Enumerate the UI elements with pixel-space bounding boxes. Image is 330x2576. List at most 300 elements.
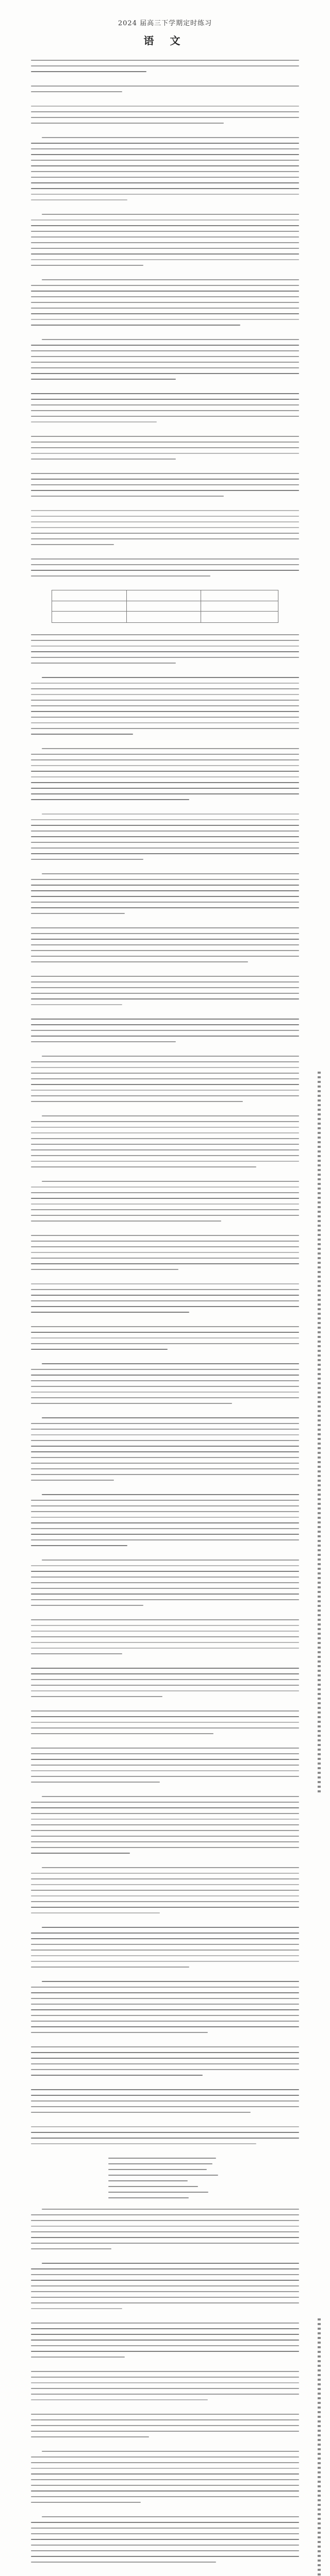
text-line	[31, 933, 299, 934]
text-line	[31, 998, 299, 999]
text-line	[31, 976, 299, 977]
text-paragraph	[31, 393, 299, 422]
text-line	[31, 1463, 299, 1464]
text-line	[31, 1215, 299, 1216]
text-line	[31, 1998, 299, 1999]
text-paragraph	[31, 1283, 299, 1313]
text-line	[31, 1149, 299, 1150]
text-line	[31, 1807, 299, 1808]
text-line	[31, 1144, 299, 1145]
poem-line	[108, 2180, 188, 2181]
text-line	[31, 117, 299, 118]
text-line	[31, 961, 248, 962]
text-line	[31, 1901, 299, 1902]
text-line	[31, 2220, 299, 2221]
text-line	[31, 1679, 299, 1680]
poem-line	[108, 2175, 218, 2176]
text-line	[31, 1534, 299, 1535]
text-line	[31, 160, 299, 161]
text-line	[31, 325, 240, 326]
text-line	[31, 1246, 299, 1247]
text-line	[31, 1067, 299, 1068]
text-line	[31, 1987, 299, 1988]
text-line	[31, 2268, 299, 2269]
text-line	[31, 1269, 178, 1270]
text-paragraph	[31, 2089, 299, 2113]
text-line	[42, 1417, 299, 1418]
text-line	[31, 86, 299, 87]
text-line	[42, 1181, 299, 1182]
text-paragraph	[31, 106, 299, 124]
text-paragraph	[31, 137, 299, 200]
text-line	[31, 1289, 299, 1290]
text-line	[31, 177, 299, 178]
text-line	[31, 2522, 299, 2523]
text-line	[31, 199, 127, 200]
text-line	[31, 319, 299, 320]
text-line	[31, 927, 299, 928]
text-line	[31, 688, 299, 689]
text-line	[31, 2100, 299, 2102]
text-line	[31, 1019, 299, 1020]
text-line	[31, 1878, 299, 1879]
text-line	[31, 248, 299, 249]
exam-header	[0, 0, 330, 47]
text-line	[31, 663, 176, 664]
text-paragraph	[31, 814, 299, 860]
text-line	[31, 393, 299, 394]
text-line	[31, 2004, 299, 2005]
text-line	[31, 516, 299, 517]
text-line	[31, 2063, 299, 2064]
text-line	[31, 473, 299, 474]
text-line	[42, 1981, 299, 1982]
text-line	[42, 1494, 299, 1495]
text-line	[42, 1056, 299, 1057]
text-line	[31, 2528, 299, 2529]
text-line	[42, 1560, 299, 1561]
text-line	[31, 2502, 141, 2503]
text-line	[42, 2451, 299, 2452]
text-line	[31, 570, 299, 571]
text-paragraph	[31, 2263, 299, 2309]
text-line	[31, 410, 299, 411]
text-line	[31, 2351, 299, 2352]
text-paragraph	[31, 2414, 299, 2437]
text-line	[31, 362, 299, 363]
text-line	[31, 1933, 299, 1934]
text-line	[31, 1434, 299, 1435]
text-line	[31, 981, 299, 982]
text-line	[31, 302, 299, 303]
text-line	[31, 1090, 299, 1091]
text-paragraph	[31, 473, 299, 497]
text-line	[31, 1895, 299, 1896]
text-line	[31, 2436, 149, 2437]
text-paragraph	[31, 510, 299, 545]
text-line	[31, 1776, 299, 1777]
text-line	[31, 490, 299, 491]
text-paragraph	[31, 1927, 299, 1968]
text-line	[31, 111, 299, 112]
text-line	[31, 1830, 299, 1831]
text-line	[31, 367, 299, 368]
text-line	[31, 143, 299, 144]
text-line	[31, 253, 299, 255]
text-line	[31, 1727, 299, 1728]
text-line	[31, 1369, 299, 1370]
text-line	[31, 2132, 299, 2133]
text-line	[31, 1545, 127, 1546]
text-line	[31, 1873, 299, 1874]
text-line	[31, 1505, 299, 1506]
text-line	[31, 2357, 125, 2358]
text-line	[31, 1539, 299, 1540]
text-line	[31, 1847, 299, 1848]
text-paragraph	[31, 1326, 299, 1350]
text-line	[31, 1685, 299, 1686]
text-line	[31, 913, 125, 914]
text-line	[31, 1187, 299, 1188]
text-line	[31, 148, 299, 149]
text-line	[31, 285, 299, 286]
text-line	[31, 842, 299, 843]
text-line	[31, 2243, 299, 2244]
text-paragraph	[31, 1710, 299, 1734]
text-paragraph	[31, 2371, 299, 2400]
text-line	[31, 558, 299, 560]
text-line	[31, 1673, 299, 1674]
text-line	[31, 1642, 299, 1643]
text-line	[31, 1084, 299, 1085]
text-line	[31, 759, 299, 760]
text-line	[31, 1263, 299, 1264]
text-line	[31, 1166, 256, 1167]
text-paragraph	[31, 2209, 299, 2249]
text-line	[31, 722, 299, 723]
text-line	[31, 2237, 299, 2238]
text-line	[31, 2399, 208, 2400]
text-line	[31, 793, 299, 794]
text-paragraph	[31, 2516, 299, 2563]
text-line	[31, 1337, 299, 1338]
text-line	[31, 1648, 299, 1649]
text-line	[31, 728, 299, 729]
text-paragraph	[31, 1235, 299, 1270]
text-line	[31, 1841, 299, 1842]
text-line	[31, 2297, 299, 2298]
text-line	[31, 2026, 299, 2027]
text-line	[31, 2485, 299, 2486]
text-line	[31, 788, 299, 789]
text-line	[31, 2556, 299, 2557]
text-line	[42, 1363, 299, 1364]
text-line	[31, 1386, 299, 1387]
text-line	[31, 1668, 299, 1669]
text-line	[31, 2075, 203, 2076]
text-line	[42, 1115, 299, 1116]
text-line	[31, 510, 299, 511]
text-line	[31, 944, 299, 945]
text-line	[31, 765, 299, 766]
text-line	[31, 2388, 299, 2389]
text-line	[31, 2490, 299, 2492]
text-line	[31, 259, 299, 260]
text-line	[31, 2562, 216, 2563]
question-table	[52, 590, 278, 623]
text-line	[31, 2274, 299, 2275]
text-line	[31, 2539, 299, 2540]
text-line	[31, 2126, 299, 2127]
text-line	[31, 1392, 299, 1393]
text-line	[31, 2291, 299, 2292]
text-line	[31, 1204, 299, 1205]
text-line	[31, 1295, 299, 1296]
text-line	[31, 2285, 299, 2286]
text-line	[31, 1733, 213, 1734]
text-line	[31, 1078, 299, 1079]
text-paragraph	[31, 2451, 299, 2503]
text-line	[31, 2345, 299, 2346]
text-line	[31, 1753, 299, 1754]
text-line	[31, 1235, 299, 1236]
text-paragraph	[31, 1619, 299, 1654]
text-line	[31, 1853, 130, 1854]
text-line	[31, 356, 299, 357]
text-line	[31, 1161, 299, 1162]
text-line	[31, 1306, 299, 1307]
text-line	[31, 194, 299, 195]
text-line	[31, 1782, 160, 1783]
text-line	[31, 2468, 299, 2469]
text-line	[42, 214, 299, 215]
text-line	[31, 2479, 299, 2480]
text-line	[31, 313, 299, 314]
text-line	[31, 2021, 299, 2022]
text-line	[31, 533, 299, 534]
text-line	[31, 188, 299, 189]
text-line	[31, 1599, 299, 1600]
text-line	[31, 1121, 299, 1122]
text-line	[31, 2462, 299, 2463]
text-line	[31, 799, 189, 800]
text-line	[31, 1446, 299, 1447]
text-line	[42, 2209, 299, 2210]
text-line	[31, 1565, 299, 1566]
text-paragraph	[31, 1796, 299, 1854]
text-line	[31, 2371, 299, 2372]
text-line	[31, 2394, 299, 2395]
text-paragraph	[31, 1019, 299, 1042]
text-line	[31, 1577, 299, 1578]
text-line	[31, 2308, 122, 2309]
text-line	[42, 1867, 299, 1868]
text-line	[31, 734, 133, 735]
text-line	[31, 2015, 299, 2016]
text-line	[31, 1300, 299, 1301]
text-line	[31, 123, 224, 124]
text-line	[31, 60, 299, 61]
text-paragraph	[31, 873, 299, 914]
text-paragraph	[31, 976, 299, 1005]
text-paragraph	[31, 86, 299, 92]
text-line	[42, 137, 299, 138]
text-paragraph	[31, 1981, 299, 2033]
text-line	[31, 1474, 299, 1475]
text-line	[31, 651, 299, 652]
text-line	[31, 776, 299, 777]
text-line	[31, 2533, 299, 2534]
text-line	[31, 1468, 299, 1469]
text-line	[31, 1252, 299, 1253]
text-paragraph	[31, 634, 299, 664]
text-line	[31, 165, 299, 166]
text-line	[31, 421, 157, 422]
text-line	[31, 1155, 299, 1156]
text-line	[31, 2280, 299, 2281]
text-line	[31, 1950, 299, 1951]
text-line	[31, 2231, 299, 2232]
text-line	[31, 1992, 299, 1993]
text-line	[31, 1440, 299, 1441]
text-line	[31, 453, 299, 454]
text-paragraph	[31, 1115, 299, 1167]
text-line	[31, 2545, 299, 2546]
text-line	[31, 1619, 299, 1620]
text-line	[31, 836, 299, 837]
text-line	[31, 2550, 299, 2551]
text-line	[31, 1375, 299, 1376]
text-line	[31, 831, 299, 832]
text-line	[31, 404, 299, 405]
text-line	[31, 825, 299, 826]
text-line	[31, 853, 299, 854]
text-line	[31, 2328, 299, 2329]
text-line	[31, 993, 299, 994]
text-line	[31, 1380, 299, 1381]
text-paragraph	[31, 2126, 299, 2144]
text-line	[31, 1961, 299, 1962]
text-line	[31, 1127, 299, 1128]
text-line	[31, 91, 122, 92]
text-line	[31, 1625, 299, 1626]
text-line	[31, 1041, 176, 1042]
text-line	[31, 1819, 299, 1820]
text-line	[31, 2340, 299, 2341]
binding-margin-marks	[318, 1072, 321, 1793]
text-line	[31, 1500, 299, 1501]
text-line	[31, 2069, 299, 2070]
subject-title: 语 文	[143, 35, 187, 47]
text-line	[31, 1312, 189, 1313]
text-line	[31, 1198, 299, 1199]
text-paragraph	[31, 1867, 299, 1913]
text-line	[31, 1024, 299, 1025]
text-line	[31, 1480, 114, 1481]
text-line	[31, 1571, 299, 1572]
text-line	[31, 1955, 299, 1956]
poem-line	[108, 2158, 216, 2159]
text-line	[31, 296, 299, 297]
text-line	[31, 265, 143, 266]
text-line	[31, 705, 299, 706]
text-line	[31, 225, 299, 226]
text-line	[31, 1138, 299, 1139]
text-line	[31, 2106, 299, 2107]
text-line	[31, 1748, 299, 1749]
text-line	[31, 1528, 299, 1529]
text-line	[42, 339, 299, 340]
text-line	[42, 279, 299, 280]
text-line	[31, 717, 299, 718]
text-line	[31, 859, 143, 860]
text-line	[31, 956, 299, 957]
text-line	[31, 1802, 299, 1803]
text-line	[31, 1605, 143, 1606]
text-line	[31, 1423, 299, 1424]
text-line	[31, 521, 299, 522]
text-paragraph	[31, 558, 299, 577]
text-line	[31, 2058, 299, 2059]
text-line	[31, 345, 299, 346]
text-line	[42, 873, 299, 874]
text-line	[31, 496, 224, 497]
text-line	[31, 65, 299, 66]
exam-title: 2024 届高三下学期定时练习	[118, 20, 212, 27]
text-paragraph	[31, 1181, 299, 1222]
text-line	[31, 907, 299, 908]
text-line	[31, 1209, 299, 1210]
text-line	[31, 1511, 299, 1512]
text-line	[31, 711, 299, 712]
text-line	[31, 350, 299, 351]
text-line	[31, 1061, 299, 1062]
text-line	[31, 1890, 299, 1891]
text-line	[31, 2414, 299, 2415]
text-line	[31, 1241, 299, 1242]
text-paragraph	[31, 1417, 299, 1481]
text-line	[31, 2046, 299, 2047]
text-line	[31, 771, 299, 772]
text-paragraph	[31, 1560, 299, 1606]
text-line	[31, 2032, 208, 2033]
text-line	[31, 1073, 299, 1074]
text-line	[31, 683, 299, 684]
poem-block	[108, 2158, 222, 2198]
text-line	[31, 399, 299, 400]
text-line	[31, 242, 299, 243]
text-line	[31, 848, 299, 849]
text-line	[31, 879, 299, 880]
text-line	[31, 1594, 299, 1595]
text-paragraph	[31, 339, 299, 380]
text-line	[31, 1221, 221, 1222]
text-line	[31, 544, 114, 545]
text-line	[31, 1522, 299, 1523]
text-line	[42, 677, 299, 678]
text-line	[31, 538, 299, 539]
text-line	[31, 2323, 299, 2324]
text-line	[31, 2382, 299, 2383]
text-line	[31, 2052, 299, 2053]
text-line	[31, 1343, 299, 1344]
text-line	[42, 2263, 299, 2264]
text-line	[31, 447, 299, 448]
text-line	[31, 373, 299, 374]
text-line	[31, 640, 299, 641]
text-paragraph	[31, 1363, 299, 1404]
text-paragraph	[31, 2046, 299, 2076]
